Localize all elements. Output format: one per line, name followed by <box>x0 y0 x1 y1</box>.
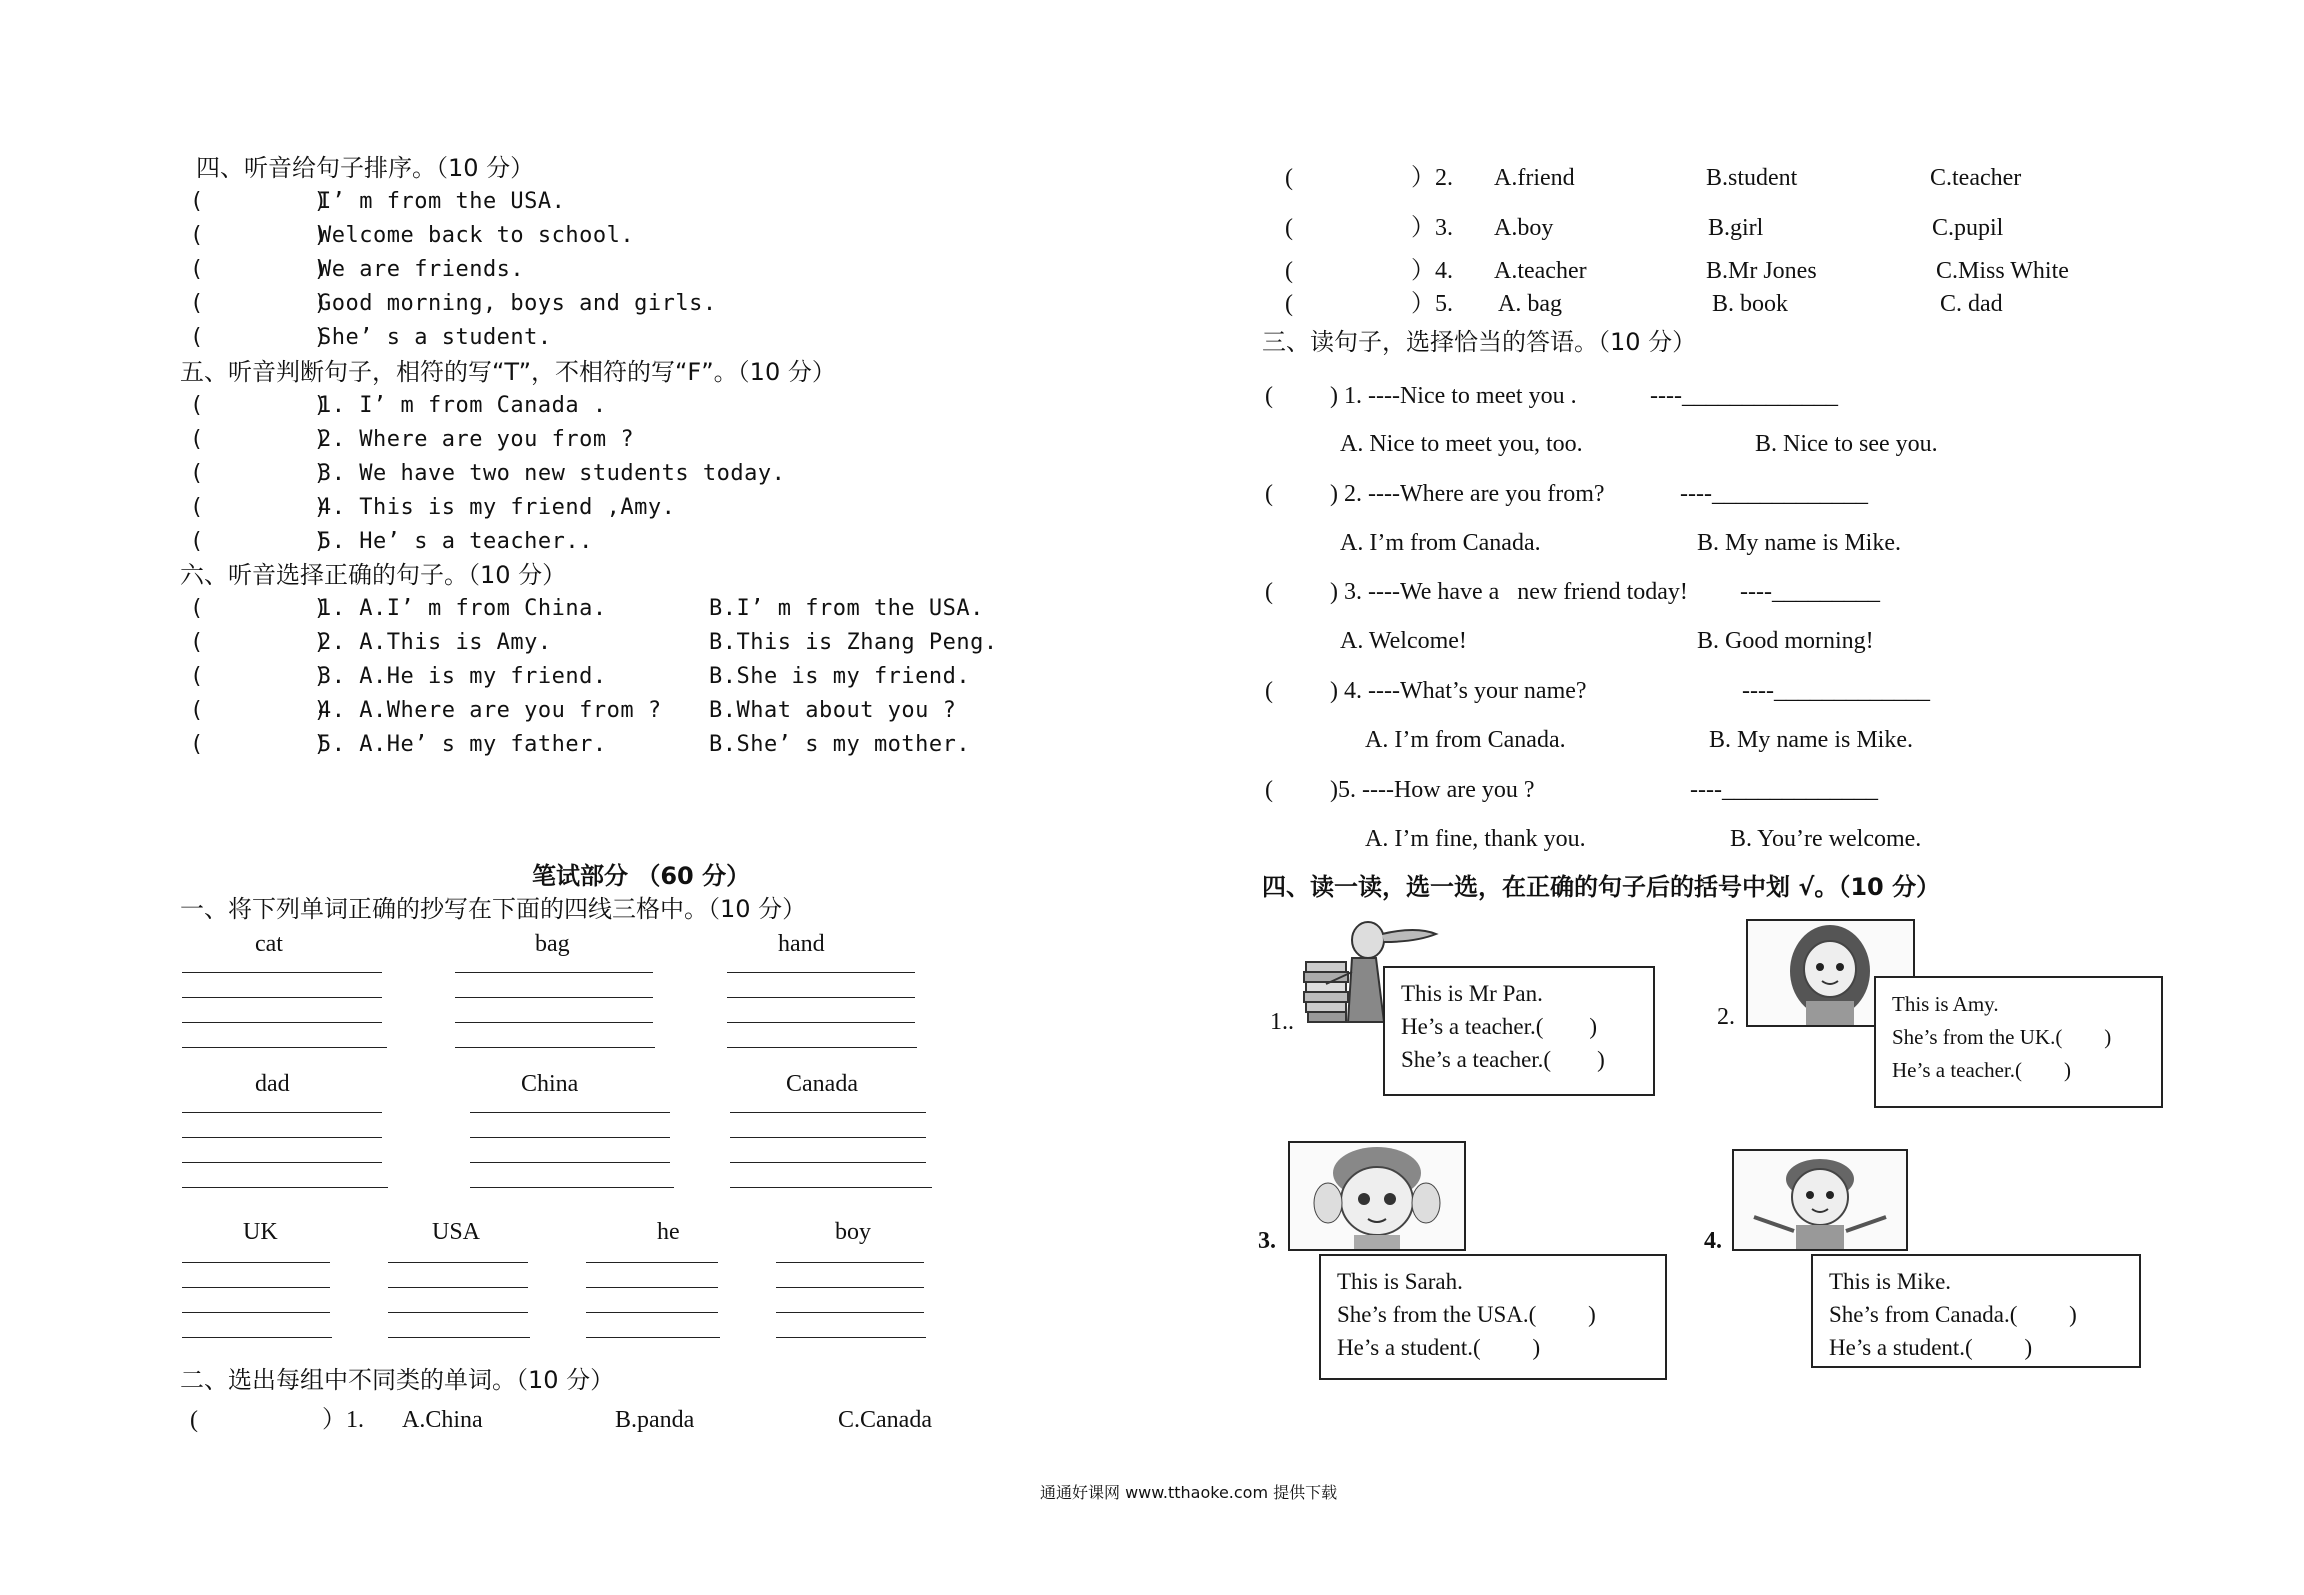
sentence-item: Good morning, boys and girls. <box>318 291 717 316</box>
option-b: B.This is Zhang Peng. <box>709 630 998 655</box>
sentence-item: 3. We have two new students today. <box>318 461 786 486</box>
read-choose-title: 四、读一读，选一选，在正确的句子后的括号中划 √。（10 分） <box>1262 873 1941 901</box>
sentence-item: We are friends. <box>318 257 525 282</box>
option-a: A. I’m from Canada. <box>1365 727 1566 753</box>
answer-bracket[interactable]: ( <box>1285 258 1293 284</box>
girl-sarah-picture <box>1288 1141 1466 1251</box>
answer-bracket[interactable]: ( ) <box>190 698 328 723</box>
copy-word: cat <box>255 931 283 957</box>
statement-card <box>1383 966 1655 1096</box>
copy-word: UK <box>243 1219 278 1245</box>
option-b: B.She is my friend. <box>709 664 971 689</box>
answer-bracket[interactable]: ( <box>1285 215 1293 241</box>
answer-bracket[interactable]: ( ) <box>190 664 328 689</box>
option-c: C.Miss White <box>1936 258 2069 284</box>
question: ) 1. ----Nice to meet you . <box>1330 383 1577 409</box>
copy-word: China <box>521 1071 579 1097</box>
sentence-item: I’ m from the USA. <box>318 189 566 214</box>
copy-word: dad <box>255 1071 290 1097</box>
answer-bracket[interactable]: ( <box>1265 481 1273 507</box>
answer-bracket[interactable]: ( ) <box>190 461 328 486</box>
sentence-item: Welcome back to school. <box>318 223 635 248</box>
boy-mike-picture <box>1732 1149 1908 1251</box>
question: ) 3. ----We have a new friend today! <box>1330 579 1688 605</box>
copy-word: Canada <box>786 1071 858 1097</box>
answer-blank[interactable]: ----_____________ <box>1742 678 1930 704</box>
option-a: A.boy <box>1494 215 1554 241</box>
option-a: A. Nice to meet you, too. <box>1340 431 1583 457</box>
answer-bracket[interactable]: ( ) <box>190 257 328 282</box>
statement-card <box>1319 1254 1667 1380</box>
option-a: 4. A.Where are you from ? <box>318 698 662 723</box>
copy-word: hand <box>778 931 825 957</box>
question: ) 4. ----What’s your name? <box>1330 678 1587 704</box>
option-b: B. My name is Mike. <box>1697 530 1901 556</box>
sentence-item: 1. I’ m from Canada . <box>318 393 607 418</box>
listening-section-6-title: 六、听音选择正确的句子。（10 分） <box>180 561 567 589</box>
sentence-item: She’ s a student. <box>318 325 552 350</box>
answer-blank[interactable]: ----_____________ <box>1650 383 1838 409</box>
option-b: B.student <box>1706 165 1798 191</box>
answer-blank[interactable]: ----_____________ <box>1680 481 1868 507</box>
answer-bracket[interactable]: ( <box>1285 291 1293 317</box>
question: )5. ----How are you ? <box>1330 777 1535 803</box>
answer-bracket[interactable]: ( ) <box>190 427 328 452</box>
card-number: 1.. <box>1270 1009 1294 1035</box>
card-statement[interactable]: She’s from Canada.( ) <box>1829 1302 2077 1327</box>
option-b: B.panda <box>615 1407 695 1433</box>
option-a: A. Welcome! <box>1340 628 1467 654</box>
option-b: B. My name is Mike. <box>1709 727 1913 753</box>
statement-card <box>1874 976 2163 1108</box>
copy-word: he <box>657 1219 680 1245</box>
item-number: ）3. <box>1411 215 1453 241</box>
option-b: B.Mr Jones <box>1706 258 1817 284</box>
statement-card <box>1811 1254 2141 1368</box>
listening-section-5-title: 五、听音判断句子，相符的写“T”，不相符的写“F”。（10 分） <box>180 358 836 386</box>
card-line: This is Amy. <box>1892 992 1999 1016</box>
option-a: 2. A.This is Amy. <box>318 630 552 655</box>
option-c: C. dad <box>1940 291 2003 317</box>
card-number: 2. <box>1717 1004 1735 1030</box>
odd-word-out-title: 二、选出每组中不同类的单词。（10 分） <box>180 1366 615 1394</box>
answer-bracket[interactable]: ( <box>1265 383 1273 409</box>
answer-bracket[interactable]: ( <box>1285 165 1293 191</box>
option-b: B.She’ s my mother. <box>709 732 971 757</box>
choose-answer-title: 三、读句子，选择恰当的答语。（10 分） <box>1262 328 1697 356</box>
card-statement[interactable]: She’s a teacher.( ) <box>1401 1047 1605 1072</box>
answer-bracket[interactable]: ( ) <box>190 223 328 248</box>
item-number: ）5. <box>1411 291 1453 317</box>
option-b: B.What about you ? <box>709 698 957 723</box>
sentence-item: 5. He’ s a teacher.. <box>318 529 593 554</box>
option-b: B. book <box>1712 291 1789 317</box>
answer-bracket[interactable]: ( <box>1265 777 1273 803</box>
question: ) 2. ----Where are you from? <box>1330 481 1605 507</box>
option-a: A.teacher <box>1494 258 1587 284</box>
item-number: ）2. <box>1411 165 1453 191</box>
copy-words-title: 一、将下列单词正确的抄写在下面的四线三格中。（10 分） <box>180 895 807 923</box>
option-c: C.pupil <box>1932 215 2004 241</box>
option-a: 3. A.He is my friend. <box>318 664 607 689</box>
answer-bracket[interactable]: ( ) <box>190 529 328 554</box>
option-c: C.teacher <box>1930 165 2022 191</box>
option-a: A.China <box>402 1407 483 1433</box>
answer-bracket[interactable]: ( ) <box>190 630 328 655</box>
card-statement[interactable]: He’s a teacher.( ) <box>1892 1058 2072 1082</box>
option-b: B.I’ m from the USA. <box>709 596 984 621</box>
option-a: A. I’m from Canada. <box>1340 530 1541 556</box>
option-b: B. Good morning! <box>1697 628 1874 654</box>
answer-bracket[interactable]: ( ) <box>190 291 328 316</box>
copy-word: bag <box>535 931 570 957</box>
listening-section-4-title: 四、听音给句子排序。（10 分） <box>196 154 535 182</box>
option-c: C.Canada <box>838 1407 932 1433</box>
card-statement[interactable]: She’s from the UK.( ) <box>1892 1025 2112 1049</box>
option-a: A.friend <box>1494 165 1575 191</box>
card-statement[interactable]: She’s from the USA.( ) <box>1337 1302 1596 1327</box>
card-statement[interactable]: He’s a teacher.( ) <box>1401 1014 1598 1039</box>
answer-blank[interactable]: ----_____________ <box>1690 777 1878 803</box>
answer-bracket[interactable]: ( ) <box>190 325 328 350</box>
copy-word: USA <box>432 1219 481 1245</box>
item-number: ）4. <box>1411 258 1453 284</box>
option-a: A. I’m fine, thank you. <box>1365 826 1586 852</box>
card-statement[interactable]: He’s a student.( ) <box>1337 1335 1541 1360</box>
option-b: B.girl <box>1708 215 1764 241</box>
option-b: B. You’re welcome. <box>1730 826 1922 852</box>
card-line: This is Mr Pan. <box>1401 981 1543 1006</box>
answer-bracket[interactable]: ( <box>190 1407 198 1433</box>
answer-bracket[interactable]: ( ) <box>190 732 328 757</box>
card-line: This is Sarah. <box>1337 1269 1463 1294</box>
sentence-item: 4. This is my friend ,Amy. <box>318 495 676 520</box>
answer-bracket[interactable]: ( ) <box>190 393 328 418</box>
answer-bracket[interactable]: ( ) <box>190 596 328 621</box>
option-a: 1. A.I’ m from China. <box>318 596 607 621</box>
sentence-item: 2. Where are you from ? <box>318 427 635 452</box>
answer-bracket[interactable]: ( <box>1265 678 1273 704</box>
option-a: 5. A.He’ s my father. <box>318 732 607 757</box>
card-number: 3. <box>1258 1228 1276 1254</box>
answer-blank[interactable]: ----_________ <box>1740 579 1880 605</box>
written-section-title: 笔试部分 （60 分） <box>532 862 751 890</box>
footer-credit: 通通好课网 www.tthaoke.com 提供下载 <box>1040 1483 1338 1502</box>
option-a: A. bag <box>1498 291 1562 317</box>
card-statement[interactable]: He’s a student.( ) <box>1829 1335 2033 1360</box>
item-number: ）1. <box>322 1407 364 1433</box>
copy-word: boy <box>835 1219 871 1245</box>
card-line: This is Mike. <box>1829 1269 1952 1294</box>
answer-bracket[interactable]: ( ) <box>190 495 328 520</box>
option-b: B. Nice to see you. <box>1755 431 1938 457</box>
answer-bracket[interactable]: ( <box>1265 579 1273 605</box>
card-number: 4. <box>1704 1228 1722 1254</box>
answer-bracket[interactable]: ( ) <box>190 189 328 214</box>
